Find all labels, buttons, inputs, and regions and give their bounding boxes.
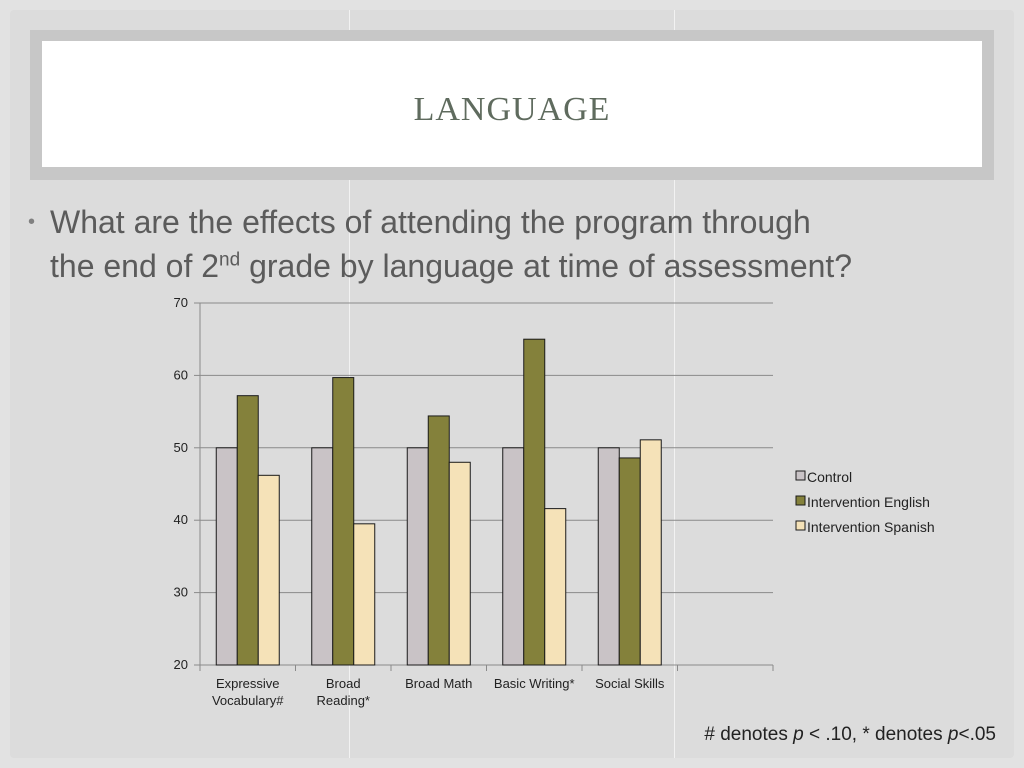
x-tick-label: Expressive	[215, 676, 280, 691]
legend-swatch	[796, 471, 805, 480]
y-tick-label: 20	[173, 657, 188, 672]
bar-intervention-spanish	[640, 440, 661, 665]
footnote-part-1: # denotes	[704, 724, 794, 745]
y-tick-label: 40	[173, 512, 188, 528]
bullet-marker: •	[28, 211, 36, 233]
footnote	[704, 724, 996, 746]
bar-control	[312, 448, 333, 665]
footnote-part-2: < .10, * denotes	[803, 724, 948, 745]
bar-intervention-english	[428, 416, 449, 665]
bar-intervention-english	[524, 339, 545, 665]
x-tick-label: Social Skills	[595, 676, 665, 691]
y-tick-label: 70	[173, 295, 188, 310]
bar-intervention-spanish	[545, 509, 566, 665]
bar-intervention-spanish	[354, 524, 375, 665]
x-tick-label: Broad Math	[405, 676, 473, 691]
x-tick-label: Broad	[325, 676, 361, 691]
bullet-line-1: What are the effects of attending the program through	[50, 204, 811, 240]
bar-control	[598, 448, 619, 665]
legend-label: Control	[807, 469, 853, 485]
bar-intervention-spanish	[449, 462, 470, 665]
x-tick-label: Reading*	[316, 693, 370, 708]
bar-intervention-english	[333, 378, 354, 665]
legend-label: Intervention English	[807, 494, 930, 510]
bar-control	[407, 448, 428, 665]
legend-swatch	[796, 496, 805, 505]
x-tick-label: Basic Writing*	[493, 676, 575, 691]
legend-swatch	[796, 521, 805, 530]
bar-control	[503, 448, 524, 665]
bar-intervention-spanish	[258, 475, 279, 665]
y-tick-label: 60	[173, 367, 188, 383]
slide-title: language	[413, 77, 611, 131]
bullet-line-2-start: the end of 2	[50, 248, 220, 284]
bar-control	[216, 448, 237, 665]
footnote-p-italic-2: p	[947, 724, 959, 745]
bullet-line-2-end: grade by language at time of assessment?	[240, 248, 853, 284]
bar-intervention-english	[237, 396, 258, 665]
ordinal-suffix: nd	[219, 249, 241, 271]
legend-label: Intervention Spanish	[807, 519, 935, 535]
footnote-part-3: <.05	[958, 724, 996, 745]
x-tick-label: Vocabulary#	[211, 693, 284, 708]
footnote-p-italic-1: p	[793, 724, 804, 745]
bar-intervention-english	[619, 458, 640, 665]
y-tick-label: 50	[173, 439, 188, 455]
y-tick-label: 30	[173, 584, 188, 600]
